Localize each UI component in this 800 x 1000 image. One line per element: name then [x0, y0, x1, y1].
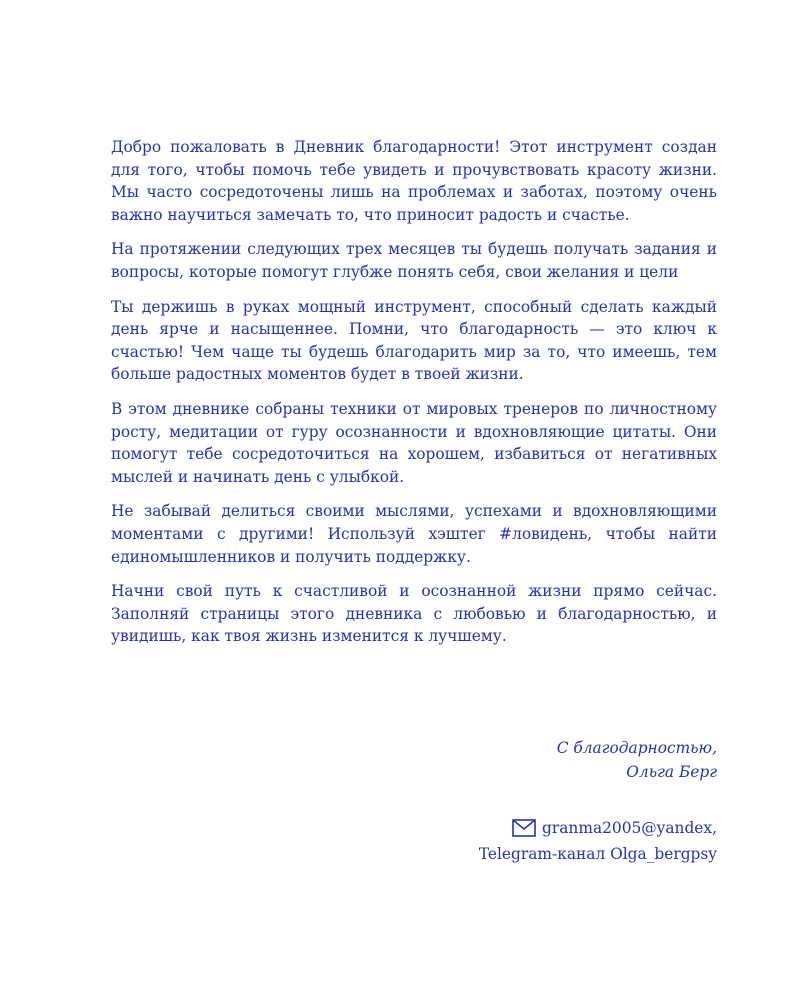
signature [557, 736, 717, 784]
paragraph-2: На протяжении следующих трех месяцев ты будешь получать задания и вопросы, которые помогут глубже понять себя, свои желания и цели [111, 240, 717, 281]
paragraph-4: В этом дневнике собраны техники от мировых тренеров по личностному росту, медитации от гуру осознанности и вдохновляющие цитаты. Они помогут тебе сосредоточиться на хорошем, избавиться от негативных мыслей и начинать день с улыбкой. [111, 399, 717, 486]
signature-name: Ольга Берг [626, 763, 717, 781]
email-text[interactable]: granma2005@yandex, [542, 819, 717, 837]
contacts [479, 815, 717, 867]
paragraph-3: Ты держишь в руках мощный инструмент, способный сделать каждый день ярче и насыщеннее. Помни, что благодарность — это ключ к счастью! Чем чаще ты будешь благодарить мир за то, что имеешь, тем больше радостных моментов будет в твоей жизни. [111, 297, 717, 384]
email-line [479, 815, 717, 841]
main-text [111, 136, 717, 660]
paragraph-5: Не забывай делиться своими мыслями, успехами и вдохновляющими моментами с другими! Используй хэштег #ловидень, чтобы найти единомышленников и получить поддержку. [111, 502, 717, 566]
paragraph-1: Добро пожаловать в Дневник благодарности! Этот инструмент создан для того, чтобы помочь тебе увидеть и прочувствовать красоту жизни. Мы часто сосредоточены лишь на проблемах и заботах, поэтому очень важно научиться замечать то, что приносит радость и счастье. [111, 138, 717, 224]
envelope-icon [512, 819, 536, 837]
signature-closing: С благодарностью, [556, 739, 717, 757]
paragraph-6: Начни свой путь к счастливой и осознанной жизни прямо сейчас. Заполняй страницы этого дневника с любовью и благодарностью, и увидишь, как твоя жизнь изменится к лучшему. [111, 582, 717, 646]
telegram-text[interactable]: Telegram-канал Olga_bergpsy [478, 845, 717, 863]
